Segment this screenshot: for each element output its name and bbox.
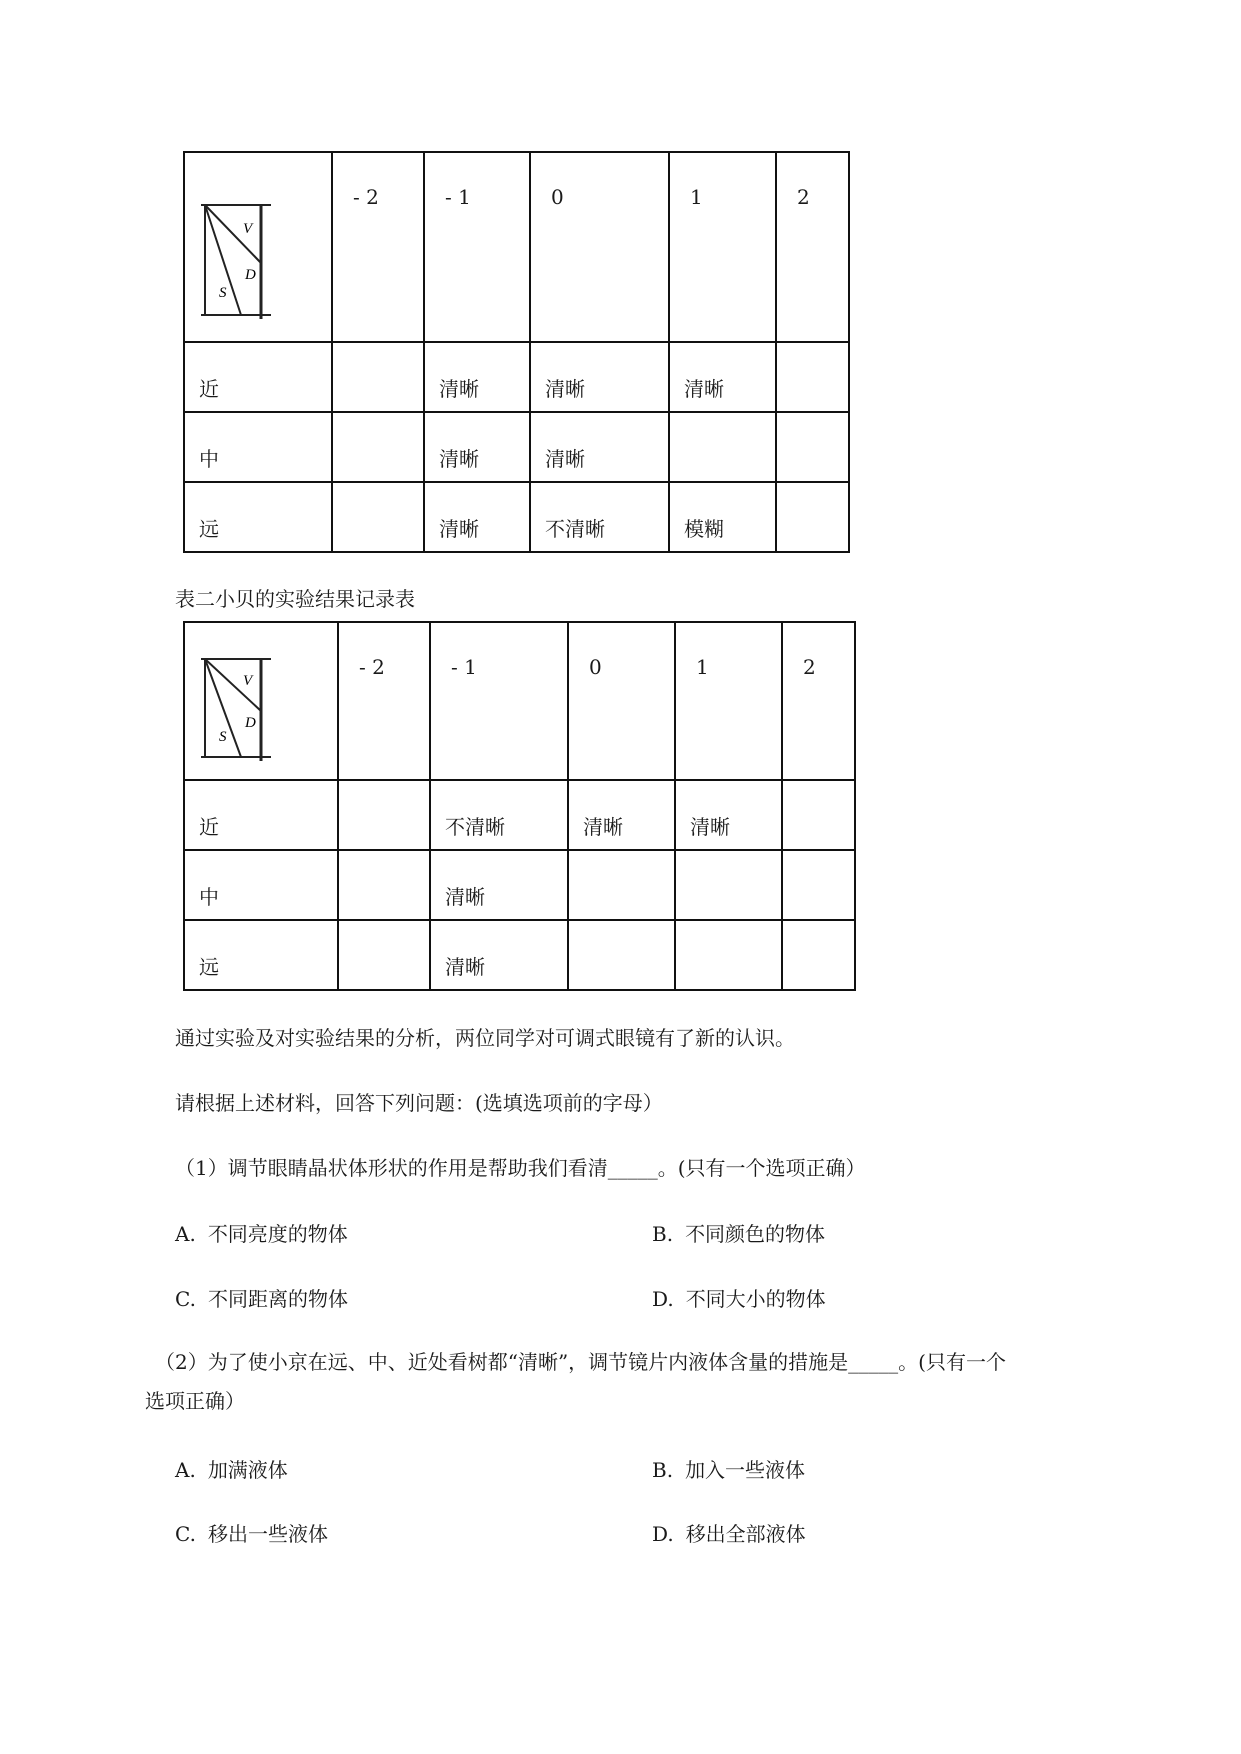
table-cell: 不清晰 <box>530 482 669 552</box>
q1-options-row-2 <box>0 1283 1241 1313</box>
header-cell: 0 <box>530 152 669 342</box>
thumb-label-s: S <box>219 285 227 301</box>
header-cell: 1 <box>675 622 782 780</box>
table-cell <box>675 850 782 920</box>
eye-lens-diagram-icon <box>201 201 273 321</box>
q1-options-row-1 <box>0 1218 1241 1248</box>
table-cell: 清晰 <box>568 780 675 850</box>
table-cell: 清晰 <box>424 412 530 482</box>
thumb-label-s: S <box>219 729 227 745</box>
paragraph-instruction: 请根据上述材料，回答下列问题：(选填选项前的字母） <box>175 1091 663 1115</box>
thumb-label-d: D <box>245 267 256 283</box>
diagram-cell <box>184 622 338 780</box>
table-cell <box>782 850 855 920</box>
table-row <box>184 780 855 850</box>
table-cell <box>568 850 675 920</box>
table-cell <box>782 920 855 990</box>
question-1: （1）调节眼睛晶状体形状的作用是帮助我们看清_____。(只有一个选项正确） <box>175 1156 866 1180</box>
question-2-line-2: 选项正确） <box>145 1389 245 1413</box>
table-cell: 模糊 <box>669 482 776 552</box>
paragraph-conclusion: 通过实验及对实验结果的分析，两位同学对可调式眼镜有了新的认识。 <box>175 1026 795 1050</box>
thumb-label-v: V <box>243 673 253 689</box>
q1-option-b[interactable]: B. 不同颜色的物体 <box>652 1222 826 1246</box>
row-label: 中 <box>184 850 338 920</box>
header-cell: - 1 <box>430 622 568 780</box>
table-cell: 清晰 <box>675 780 782 850</box>
table-cell: 清晰 <box>669 342 776 412</box>
table-row <box>184 412 849 482</box>
header-cell: - 2 <box>332 152 424 342</box>
table-cell: 清晰 <box>530 412 669 482</box>
table-cell <box>338 920 430 990</box>
table-cell: 清晰 <box>530 342 669 412</box>
thumb-label-v: V <box>243 221 253 237</box>
q1-option-a[interactable]: A. 不同亮度的物体 <box>175 1222 348 1246</box>
q2-options-row-2 <box>0 1518 1241 1548</box>
eye-lens-diagram-icon <box>201 655 273 765</box>
diagram-cell <box>184 152 332 342</box>
header-cell: 1 <box>669 152 776 342</box>
table-cell: 清晰 <box>424 342 530 412</box>
q1-option-d[interactable]: D. 不同大小的物体 <box>652 1287 826 1311</box>
table-cell: 清晰 <box>424 482 530 552</box>
table-cell: 清晰 <box>430 850 568 920</box>
thumb-label-d: D <box>245 715 256 731</box>
table2-caption: 表二小贝的实验结果记录表 <box>175 587 415 611</box>
header-cell: - 2 <box>338 622 430 780</box>
question-2-line-1: （2）为了使小京在远、中、近处看树都“清晰”，调节镜片内液体含量的措施是_____。(只有一个 <box>155 1350 1006 1374</box>
table-cell <box>669 412 776 482</box>
row-label: 远 <box>184 920 338 990</box>
q2-option-c[interactable]: C. 移出一些液体 <box>175 1522 328 1546</box>
table-cell <box>776 342 849 412</box>
row-label: 中 <box>184 412 332 482</box>
row-label: 远 <box>184 482 332 552</box>
table-cell <box>338 780 430 850</box>
q1-option-c[interactable]: C. 不同距离的物体 <box>175 1287 348 1311</box>
table-cell <box>338 850 430 920</box>
header-cell: - 1 <box>424 152 530 342</box>
header-cell: 0 <box>568 622 675 780</box>
header-cell: 2 <box>782 622 855 780</box>
table-cell <box>332 482 424 552</box>
row-label: 近 <box>184 780 338 850</box>
table-cell <box>332 412 424 482</box>
table-cell <box>675 920 782 990</box>
row-label: 近 <box>184 342 332 412</box>
table-cell <box>332 342 424 412</box>
q2-options-row-1 <box>0 1454 1241 1484</box>
q2-option-a[interactable]: A. 加满液体 <box>175 1458 288 1482</box>
table-cell: 不清晰 <box>430 780 568 850</box>
q2-option-d[interactable]: D. 移出全部液体 <box>652 1522 806 1546</box>
table-row <box>184 342 849 412</box>
table-row <box>184 850 855 920</box>
table-cell <box>776 482 849 552</box>
header-cell: 2 <box>776 152 849 342</box>
results-table-2 <box>183 621 856 991</box>
table-cell <box>568 920 675 990</box>
table-row <box>184 482 849 552</box>
table-cell: 清晰 <box>430 920 568 990</box>
table-cell <box>782 780 855 850</box>
results-table-1 <box>183 151 850 553</box>
q2-option-b[interactable]: B. 加入一些液体 <box>652 1458 806 1482</box>
table-row <box>184 920 855 990</box>
table-cell <box>776 412 849 482</box>
